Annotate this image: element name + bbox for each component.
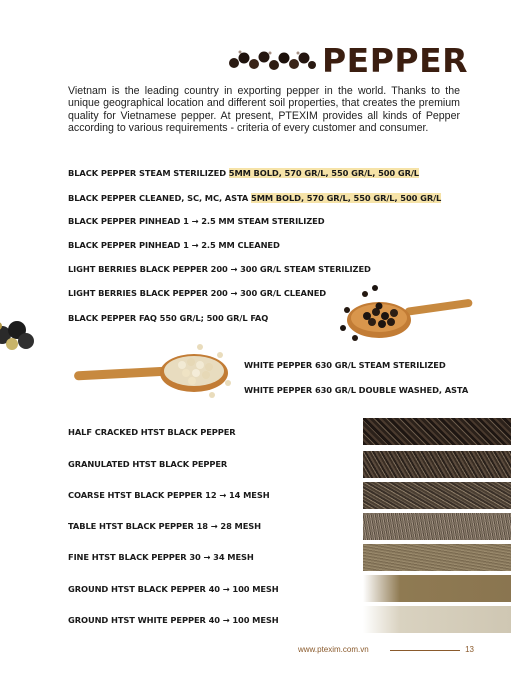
peppercorn-cluster-icon (0, 318, 38, 352)
website-link[interactable]: www.ptexim.com.vn (298, 645, 369, 654)
product-steam-sterilized: BLACK PEPPER STEAM STERILIZED 5MM BOLD, 570 GR/L, 550 GR/L, 500 GR/L (68, 168, 419, 178)
product-white-washed: WHITE PEPPER 630 GR/L DOUBLE WASHED, ASTA (244, 385, 469, 395)
product-half-cracked: HALF CRACKED HTST BLACK PEPPER (68, 427, 236, 437)
intro-paragraph: Vietnam is the leading country in exporting pepper in the world. Thanks to the unique geographical location and different soil properties, that creates the premium quality for Vietnamese pepper. At present, PTEXIM provides all kinds of Pepper according to various requirements - criteria of every customer and consumer. (68, 85, 460, 134)
product-white-sterilized: WHITE PEPPER 630 GR/L STEAM STERILIZED (244, 360, 446, 370)
product-light-berries-sterilized: LIGHT BERRIES BLACK PEPPER 200 → 300 GR/L STEAM STERILIZED (68, 264, 371, 274)
product-pinhead-cleaned: BLACK PEPPER PINHEAD 1 → 2.5 MM CLEANED (68, 240, 280, 250)
ground-black-texture (363, 575, 511, 602)
grade-highlight: 5MM BOLD, 570 GR/L, 550 GR/L, 500 GR/L (251, 193, 442, 203)
black-pepper-spoon-icon (335, 282, 475, 347)
grade-highlight: 5MM BOLD, 570 GR/L, 550 GR/L, 500 GR/L (228, 168, 419, 178)
product-granulated: GRANULATED HTST BLACK PEPPER (68, 459, 228, 469)
product-pinhead-sterilized: BLACK PEPPER PINHEAD 1 → 2.5 MM STEAM STERILIZED (68, 216, 325, 226)
fine-texture (363, 544, 511, 571)
product-light-berries-cleaned: LIGHT BERRIES BLACK PEPPER 200 → 300 GR/L CLEANED (68, 288, 327, 298)
product-coarse: COARSE HTST BLACK PEPPER 12 → 14 MESH (68, 490, 270, 500)
page-title: PEPPER (322, 41, 469, 80)
page-footer (298, 645, 478, 657)
granulated-texture (363, 451, 511, 478)
half-cracked-texture (363, 418, 511, 445)
ground-white-texture (363, 606, 511, 633)
footer-divider (390, 650, 460, 651)
page-number: 13 (465, 645, 474, 654)
table-texture (363, 513, 511, 540)
coarse-texture (363, 482, 511, 509)
title-block (228, 40, 468, 82)
product-cleaned-asta: BLACK PEPPER CLEANED, SC, MC, ASTA 5MM BOLD, 570 GR/L, 550 GR/L, 500 GR/L (68, 193, 442, 203)
product-fine: FINE HTST BLACK PEPPER 30 → 34 MESH (68, 552, 254, 562)
product-ground-black: GROUND HTST BLACK PEPPER 40 → 100 MESH (68, 584, 279, 594)
product-table: TABLE HTST BLACK PEPPER 18 → 28 MESH (68, 521, 261, 531)
product-faq: BLACK PEPPER FAQ 550 GR/L; 500 GR/L FAQ (68, 313, 269, 323)
white-pepper-spoon-icon (72, 343, 237, 403)
product-ground-white: GROUND HTST WHITE PEPPER 40 → 100 MESH (68, 615, 279, 625)
peppercorns-icon (228, 48, 316, 74)
